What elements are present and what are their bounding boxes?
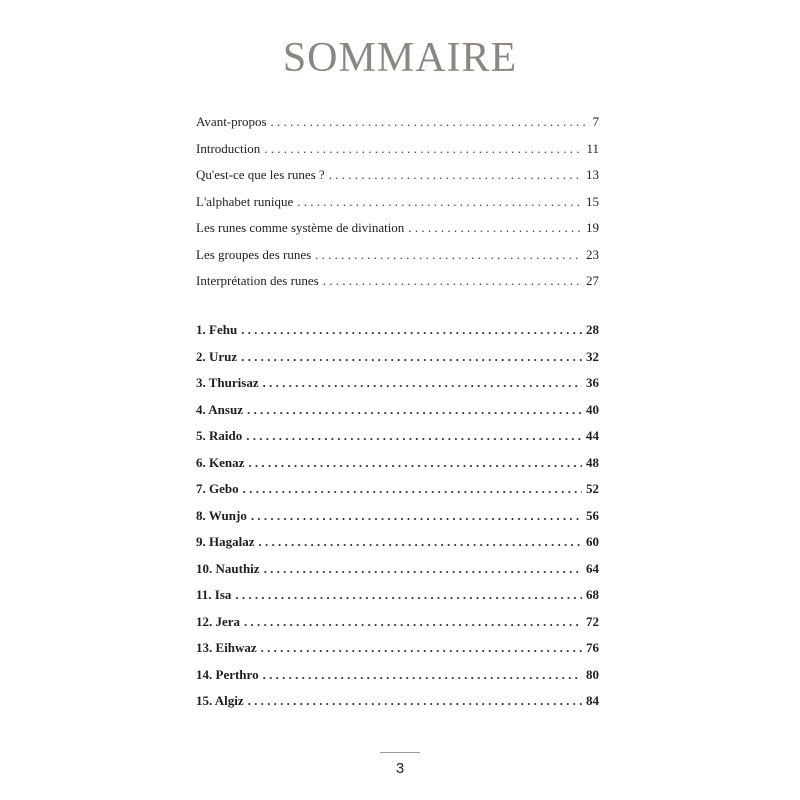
- dot-leader: [271, 114, 589, 130]
- toc-entry-title: Interprétation des runes: [196, 273, 319, 288]
- toc-entry-title: 8. Wunjo: [196, 507, 247, 523]
- toc-entry-avant-propos[interactable]: [196, 114, 599, 141]
- toc-entry-ansuz[interactable]: [196, 402, 599, 429]
- toc-entry-page: 36: [586, 375, 599, 390]
- toc-entry-systeme-de-divination[interactable]: [196, 220, 599, 247]
- toc-entry-title: Qu'est-ce que les runes ?: [196, 167, 325, 182]
- toc-entry-page: 80: [586, 666, 599, 682]
- toc-entry-title: 2. Uruz: [196, 348, 238, 364]
- dot-leader: [241, 322, 582, 338]
- dot-leader: [247, 402, 582, 418]
- toc-entry-title: 15. Algiz: [196, 693, 244, 708]
- toc-entry-title: 3. Thurisaz: [196, 375, 259, 390]
- toc-entry-page: 28: [586, 322, 599, 337]
- dot-leader: [408, 220, 582, 236]
- toc-entry-title: Les runes comme système de divination: [196, 220, 405, 235]
- toc-entry-page: 68: [586, 587, 599, 602]
- dot-leader: [248, 693, 582, 709]
- toc-entry-page: 27: [586, 273, 599, 288]
- toc-entry-interpretation-des-runes[interactable]: [196, 273, 599, 300]
- dot-leader: [263, 375, 582, 391]
- toc-entry-gebo[interactable]: [196, 481, 599, 508]
- toc-entry-title: 12. Jera: [196, 613, 241, 629]
- toc-entry-page: 84: [586, 693, 599, 708]
- toc-entry-groupes-des-runes[interactable]: [196, 247, 599, 274]
- toc-entry-page: 44: [586, 428, 599, 443]
- toc-entry-isa[interactable]: [196, 587, 599, 614]
- toc-entry-page: 19: [586, 220, 599, 235]
- toc-entry-fehu[interactable]: [196, 322, 599, 349]
- dot-leader: [329, 167, 582, 183]
- dot-leader: [315, 247, 582, 263]
- toc-entry-page: 52: [586, 481, 599, 496]
- dot-leader: [259, 534, 583, 550]
- toc-entry-algiz[interactable]: [196, 693, 599, 720]
- dot-leader: [251, 508, 582, 524]
- toc-entry-hagalaz[interactable]: [196, 534, 599, 561]
- page-title: SOMMAIRE: [282, 35, 518, 81]
- toc-entry-introduction[interactable]: [196, 141, 599, 168]
- toc-entry-page: 56: [586, 507, 599, 523]
- toc-entry-perthro[interactable]: [196, 667, 599, 694]
- toc-entry-page: 60: [586, 534, 599, 549]
- runes-list: [196, 322, 599, 720]
- toc-entry-page: 64: [586, 560, 599, 576]
- dot-leader: [246, 428, 582, 444]
- toc-entry-page: 15: [586, 193, 599, 209]
- toc-entry-uruz[interactable]: [196, 349, 599, 376]
- toc-entry-page: 7: [592, 114, 599, 129]
- toc-entry-page: 76: [586, 640, 599, 655]
- toc-entry-title: 5. Raido: [196, 428, 243, 443]
- toc-entry-title: Avant-propos: [196, 114, 267, 129]
- toc-entry-kenaz[interactable]: [196, 455, 599, 482]
- toc-entry-nauthiz[interactable]: [196, 561, 599, 588]
- toc-entry-page: 48: [586, 454, 599, 470]
- dot-leader: [235, 587, 582, 603]
- toc-entry-eihwaz[interactable]: [196, 640, 599, 667]
- dot-leader: [263, 667, 582, 683]
- dot-leader: [261, 640, 582, 656]
- toc-entry-title: 9. Hagalaz: [196, 534, 255, 549]
- dot-leader: [264, 561, 582, 577]
- toc-entry-jera[interactable]: [196, 614, 599, 641]
- dot-leader: [243, 481, 582, 497]
- toc-entry-page: 72: [586, 613, 599, 629]
- dot-leader: [248, 455, 582, 471]
- toc-entry-quest-ce-que-les-runes[interactable]: [196, 167, 599, 194]
- toc-entry-page: 32: [586, 348, 599, 364]
- toc-entry-page: 11: [586, 140, 599, 156]
- toc-entry-page: 23: [586, 246, 599, 262]
- toc-entry-title: 4. Ansuz: [196, 401, 243, 417]
- footer-divider: [380, 752, 420, 753]
- dot-leader: [297, 194, 582, 210]
- toc-entry-page: 40: [586, 401, 599, 417]
- dot-leader: [323, 273, 582, 289]
- toc-entry-title: Les groupes des runes: [196, 246, 312, 262]
- toc-entry-title: 13. Eihwaz: [196, 640, 257, 655]
- toc-entry-thurisaz[interactable]: [196, 375, 599, 402]
- toc-entry-title: L'alphabet runique: [196, 193, 294, 209]
- toc-entry-title: 14. Perthro: [196, 666, 259, 682]
- front-matter-list: [196, 114, 599, 300]
- toc-entry-title: 11. Isa: [196, 587, 232, 602]
- toc-entry-title: 6. Kenaz: [196, 454, 245, 470]
- toc-entry-wunjo[interactable]: [196, 508, 599, 535]
- toc-entry-title: 10. Nauthiz: [196, 560, 260, 576]
- dot-leader: [241, 349, 582, 365]
- toc-entry-raido[interactable]: [196, 428, 599, 455]
- dot-leader: [244, 614, 582, 630]
- toc-entry-title: 1. Fehu: [196, 322, 238, 337]
- toc-entry-title: Introduction: [196, 140, 261, 156]
- toc-entry-title: 7. Gebo: [196, 481, 239, 496]
- toc-entry-alphabet-runique[interactable]: [196, 194, 599, 221]
- dot-leader: [264, 141, 582, 157]
- toc-entry-page: 13: [586, 167, 599, 182]
- page-number: 3: [395, 760, 405, 777]
